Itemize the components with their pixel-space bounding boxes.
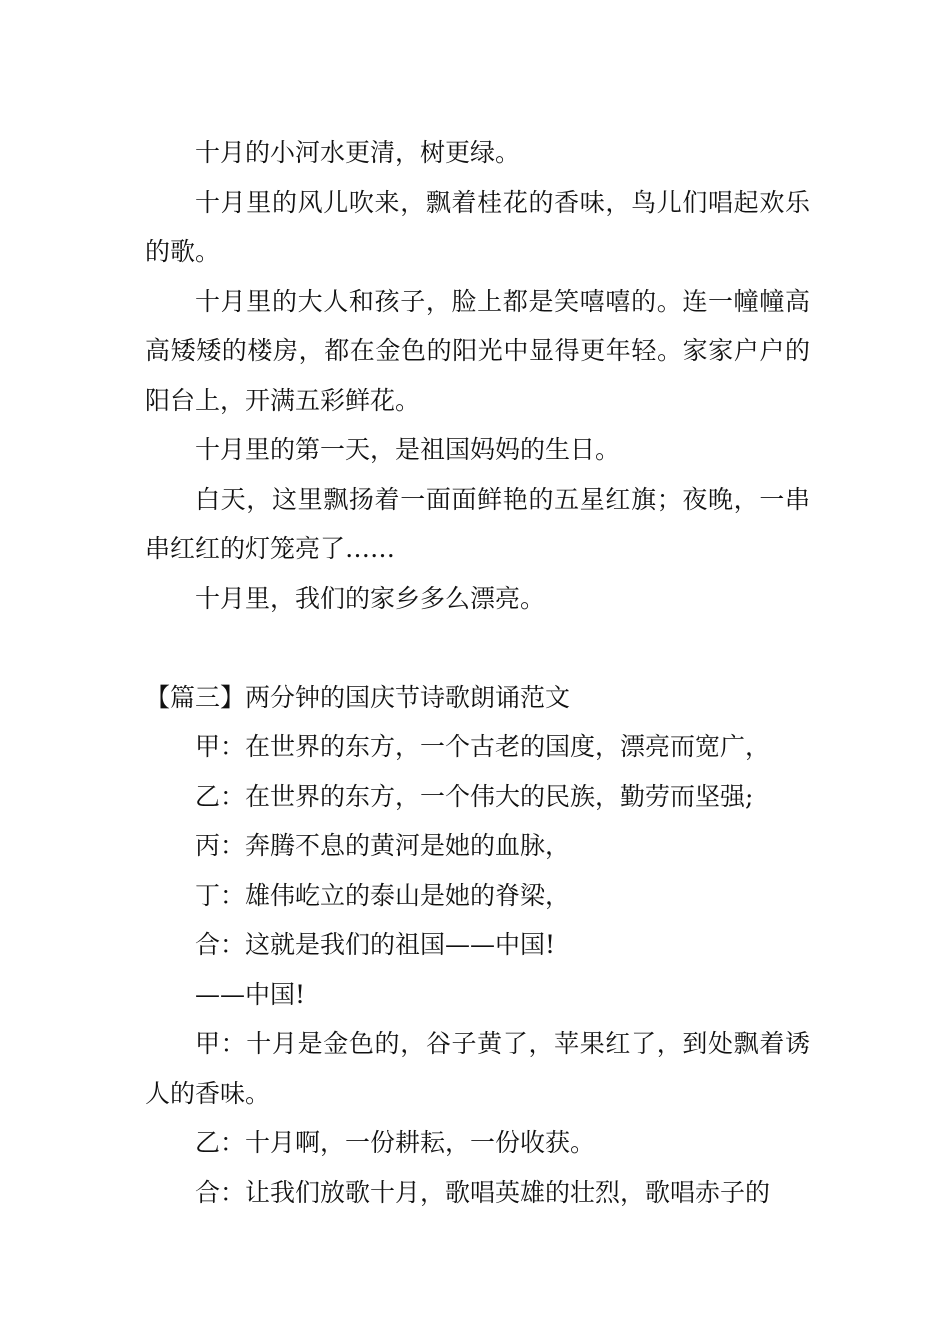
poem-line: 乙：在世界的东方，一个伟大的民族，勤劳而坚强;	[195, 781, 754, 811]
poem-line: ——中国!	[195, 979, 306, 1009]
paragraph: 白天，这里飘扬着一面面鲜艳的五星红旗；夜晚，一串串红红的灯笼亮了……	[145, 484, 810, 563]
poem-line: 甲：十月是金色的，谷子黄了，苹果红了，到处飘着诱人的香味。	[145, 1029, 810, 1108]
poem-line: 合：这就是我们的祖国——中国!	[195, 930, 556, 959]
paragraph: 十月里的风儿吹来，飘着桂花的香味，鸟儿们唱起欢乐的歌。	[145, 187, 810, 266]
paragraph: 十月里的第一天，是祖国妈妈的生日。	[195, 435, 621, 464]
poem-line: 甲：在世界的东方，一个古老的国度，漂亮而宽广，	[195, 732, 771, 761]
poem-line: 丁：雄伟屹立的泰山是她的脊梁，	[195, 880, 571, 910]
poem-line: 乙：十月啊，一份耕耘，一份收获。	[195, 1128, 596, 1157]
poem-line: 丙：奔腾不息的黄河是她的血脉，	[195, 831, 571, 860]
section-spacer	[145, 623, 810, 673]
paragraph: 十月的小河水更清，树更绿。	[195, 138, 521, 167]
paragraph: 十月里的大人和孩子，脸上都是笑嘻嘻的。连一幢幢高高矮矮的楼房，都在金色的阳光中显得更年轻。家家户户的阳台上，开满五彩鲜花。	[145, 286, 810, 415]
section-heading: 【篇三】两分钟的国庆节诗歌朗诵范文	[145, 682, 571, 712]
poem-line: 合：让我们放歌十月，歌唱英雄的壮烈，歌唱赤子的	[195, 1177, 771, 1207]
document-body	[145, 128, 810, 1217]
paragraph: 十月里，我们的家乡多么漂亮。	[195, 583, 546, 613]
